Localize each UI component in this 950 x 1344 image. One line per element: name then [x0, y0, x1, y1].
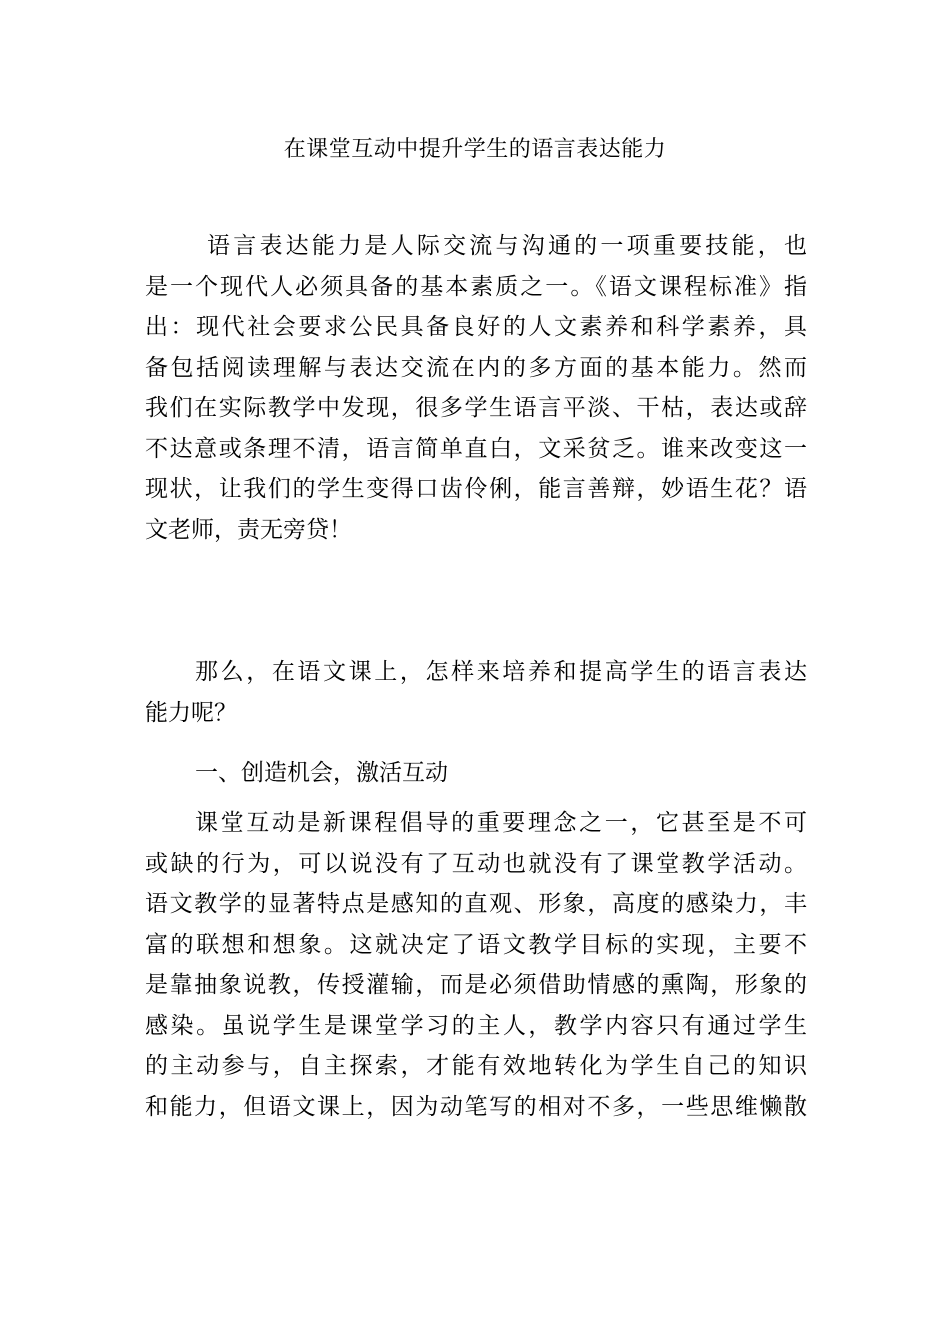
paragraph-intro	[145, 226, 807, 550]
document-title: 在课堂互动中提升学生的语言表达能力	[283, 137, 667, 162]
text-line: 现状，让我们的学生变得口齿伶俐，能言善辩，妙语生花？语	[145, 476, 807, 502]
text-line: 备包括阅读理解与表达交流在内的多方面的基本能力。然而	[145, 354, 807, 381]
text-line: 和能力，但语文课上，因为动笔写的相对不多，一些思维懒散	[145, 1093, 807, 1120]
text-line: 那么，在语文课上，怎样来培养和提高学生的语言表达	[195, 659, 807, 685]
text-line: 语文教学的显著特点是感知的直观、形象，高度的感染力，丰	[145, 891, 807, 917]
text-line: 一、创造机会，激活互动	[195, 760, 448, 786]
text-line: 或缺的行为，可以说没有了互动也就没有了课堂教学活动。	[145, 850, 807, 877]
paragraph-section-one	[145, 803, 807, 1127]
text-line: 是靠抽象说教，传授灌输，而是必须借助情感的熏陶，形象的	[145, 972, 807, 998]
text-line: 语言表达能力是人际交流与沟通的一项重要技能，也	[207, 233, 807, 259]
text-line: 我们在实际教学中发现，很多学生语言平淡、干枯，表达或辞	[145, 395, 807, 421]
text-line: 是一个现代人必须具备的基本素质之一。《语文课程标准》指	[145, 273, 807, 300]
text-line: 能力呢？	[145, 699, 237, 726]
text-line: 的主动参与，自主探索，才能有效地转化为学生自己的知识	[145, 1053, 807, 1079]
section-heading	[145, 753, 807, 794]
text-line: 感染。虽说学生是课堂学习的主人，教学内容只有通过学生	[145, 1012, 807, 1039]
text-line: 不达意或条理不清，语言简单直白，文采贫乏。谁来改变这一	[145, 435, 807, 462]
text-line: 出：现代社会要求公民具备良好的人文素养和科学素养，具	[145, 314, 807, 340]
text-line: 富的联想和想象。这就决定了语文教学目标的实现，主要不	[145, 931, 807, 958]
paragraph-question	[145, 652, 807, 733]
text-line: 文老师，责无旁贷！	[145, 516, 352, 543]
text-line: 课堂互动是新课程倡导的重要理念之一，它甚至是不可	[195, 810, 807, 836]
